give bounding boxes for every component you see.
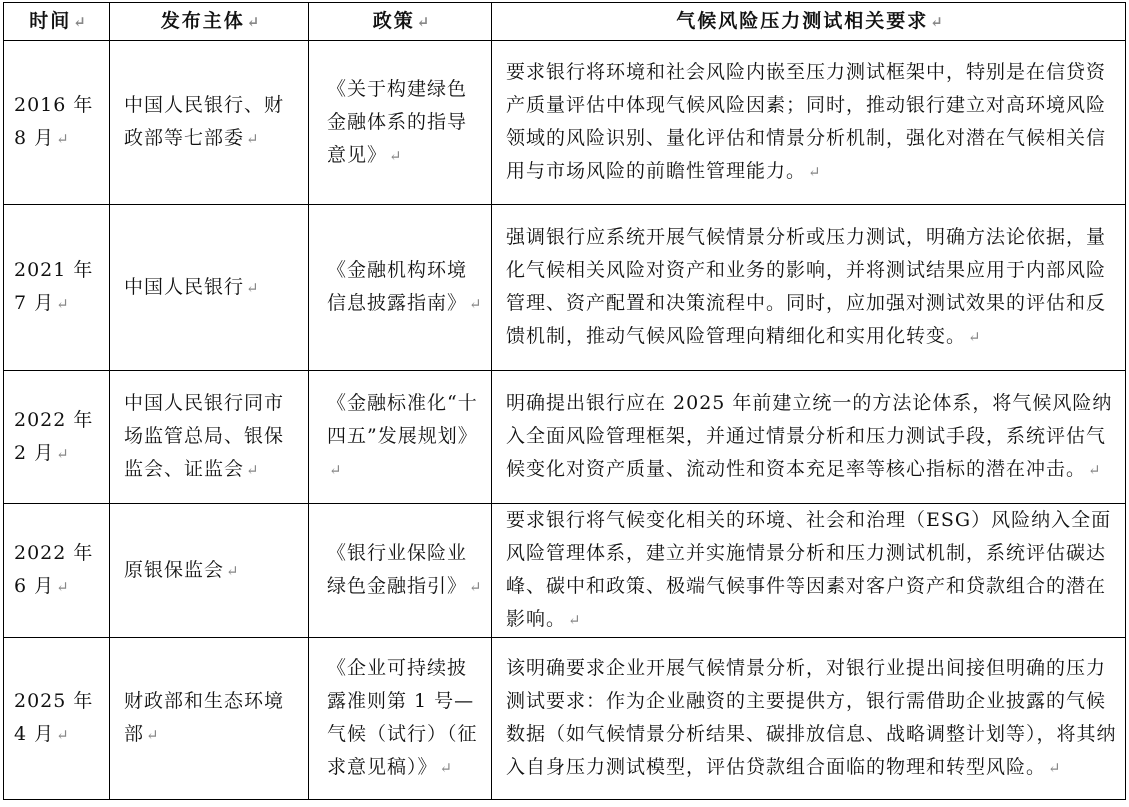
cell-requirements: 要求银行将环境和社会风险内嵌至压力测试框架中，特别是在信贷资产质量评估中体现气候风险因素；同时，推动银行建立对高环境风险领域的风险识别、量化评估和情景分析机制，强化对潜在气候相关信用与市场风险的前瞻性管理能力。 ↵: [492, 41, 1126, 205]
cell-requirements: 该明确要求企业开展气候情景分析，对银行业提出间接但明确的压力测试要求：作为企业融资的主要提供方，银行需借助企业披露的气候数据（如气候情景分析结果、碳排放信息、战略调整计划等），将其纳入自身压力测试模型，评估贷款组合面临的物理和转型风险。 ↵: [492, 638, 1126, 800]
header-time: 时间 ↵: [4, 3, 110, 41]
cell-requirements: 明确提出银行应在 2025 年前建立统一的方法论体系，将气候风险纳入全面风险管理框架，并通过情景分析和压力测试手段，系统评估气候变化对资产质量、流动性和资本充足率等核心指标的潜在冲击。 ↵: [492, 371, 1126, 504]
cell-policy: 《金融标准化“十四五”发展规划》↵: [309, 371, 492, 504]
cell-time: 2022 年 2 月 ↵: [4, 371, 110, 504]
cell-requirements: 强调银行应系统开展气候情景分析或压力测试，明确方法论依据，量化气候相关风险对资产和业务的影响，并将测试结果应用于内部风险管理、资产配置和决策流程中。同时，应加强对测试效果的评估和反馈机制，推动气候风险管理向精细化和实用化转变。 ↵: [492, 205, 1126, 371]
cell-publisher: 中国人民银行、财政部等七部委 ↵: [110, 41, 309, 205]
cell-policy: 《金融机构环境信息披露指南》 ↵: [309, 205, 492, 371]
cell-publisher: 中国人民银行 ↵: [110, 205, 309, 371]
header-requirements: 气候风险压力测试相关要求 ↵: [492, 3, 1126, 41]
table-row: [4, 504, 1126, 638]
cell-requirements: 要求银行将气候变化相关的环境、社会和治理（ESG）风险纳入全面风险管理体系，建立并实施情景分析和压力测试机制，系统评估碳达峰、碳中和政策、极端气候事件等因素对客户资产和贷款组合的潜在影响。 ↵: [492, 504, 1126, 638]
cell-time: 2021 年 7 月 ↵: [4, 205, 110, 371]
cell-time: 2025 年 4 月 ↵: [4, 638, 110, 800]
policy-table: [3, 2, 1126, 800]
cell-publisher: 中国人民银行同市场监管总局、银保监会、证监会 ↵: [110, 371, 309, 504]
cell-publisher: 财政部和生态环境部 ↵: [110, 638, 309, 800]
cell-policy: 《关于构建绿色金融体系的指导意见》 ↵: [309, 41, 492, 205]
table-row: [4, 41, 1126, 205]
header-row: [4, 3, 1126, 41]
table-body: [4, 41, 1126, 800]
table-row: [4, 638, 1126, 800]
table-header: [4, 3, 1126, 41]
cell-time: 2022 年 6 月 ↵: [4, 504, 110, 638]
cell-policy: 《银行业保险业绿色金融指引》 ↵: [309, 504, 492, 638]
table-row: [4, 205, 1126, 371]
cell-policy: 《企业可持续披露准则第 1 号—气候（试行）（征求意见稿）》 ↵: [309, 638, 492, 800]
header-policy: 政策 ↵: [309, 3, 492, 41]
cell-publisher: 原银保监会 ↵: [110, 504, 309, 638]
header-publisher: 发布主体 ↵: [110, 3, 309, 41]
cell-time: 2016 年 8 月 ↵: [4, 41, 110, 205]
table-row: [4, 371, 1126, 504]
